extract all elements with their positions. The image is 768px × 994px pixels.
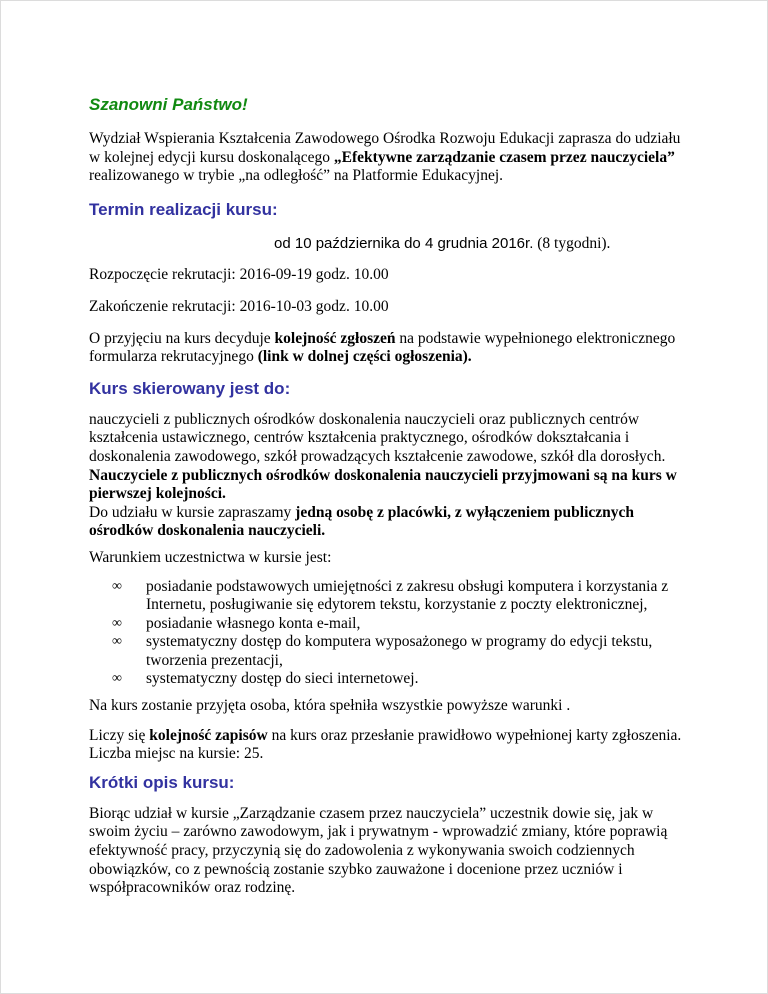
requirements-intro: Warunkiem uczestnictwa w kursie jest: <box>89 548 332 566</box>
course-date-range: od 10 października do 4 grudnia 2016r. <box>274 234 534 252</box>
list-item-text: systematyczny dostęp do sieci internetowej. <box>146 670 419 688</box>
section-heading-term: Termin realizacji kursu: <box>89 199 278 219</box>
admission-link-note: (link w dolnej części ogłoszenia). <box>257 348 472 366</box>
recruitment-end-line: Zakończenie rekrutacji: 2016-10-03 godz. 10.00 <box>89 297 389 315</box>
section-heading-description: Krótki opis kursu: <box>89 772 235 792</box>
list-item-text: systematyczny dostęp do komputera wyposażonego w programy do edycji tekstu, tworzenia prezentacji, <box>146 633 653 669</box>
list-item <box>89 670 683 689</box>
list-item <box>89 615 683 634</box>
list-item <box>89 633 683 670</box>
conditions-run-3: na kurs oraz przesłanie prawidłowo wypełnionej karty zgłoszenia. <box>267 726 682 744</box>
list-item <box>89 578 683 615</box>
course-date-line <box>274 235 683 254</box>
infinity-bullet-icon: ∞ <box>112 671 122 687</box>
greeting-heading: Szanowni Państwo! <box>89 95 248 114</box>
conditions-paragraph-1: Na kurs zostanie przyjęta osoba, która spełniła wszystkie powyższe warunki . <box>89 697 571 715</box>
section-heading-target: Kurs skierowany jest do: <box>89 378 291 398</box>
admission-run-3: na podstawie wypełnionego elektronicznego formularza rekrutacyjnego <box>89 329 676 366</box>
intro-course-title: „Efektywne zarządzanie czasem przez nauczyciela” <box>333 148 675 166</box>
list-item-text: posiadanie własnego konta e-mail, <box>146 614 361 632</box>
signup-order-emphasis: kolejność zapisów <box>149 726 268 744</box>
infinity-bullet-icon: ∞ <box>112 634 122 650</box>
recruitment-start-line: Rozpoczęcie rekrutacji: 2016-09-19 godz. 10.00 <box>89 266 389 284</box>
intro-paragraph <box>89 130 683 186</box>
admission-paragraph <box>89 330 683 367</box>
intro-run-1: Wydział Wspierania Kształcenia Zawodowego Ośrodka Rozwoju Edukacji zaprasza do udziału w kolejnej edycji kursu doskonalącego <box>89 130 681 166</box>
admission-run-1: O przyjęciu na kurs decyduje <box>89 329 275 347</box>
target-run-1: Do udziału w kursie zapraszamy <box>89 503 296 521</box>
target-paragraph-2: Nauczyciele z publicznych ośrodków doskonalenia nauczycieli przyjmowani są na kurs w pierwszej kolejności. <box>89 466 677 503</box>
list-item-text: posiadanie podstawowych umiejętności z zakresu obsługi komputera i korzystania z Internetu, posługiwanie się edytorem tekstu, korzystanie z poczty elektronicznej, <box>146 577 669 614</box>
intro-run-3: realizowanego w trybie „na odległość” na Platformie Edukacyjnej. <box>89 167 504 185</box>
conditions-run-1: Liczy się <box>89 726 150 744</box>
conditions-paragraph-2 <box>89 727 683 746</box>
course-date-duration: (8 tygodni). <box>533 234 611 252</box>
target-paragraph-1: nauczycieli z publicznych ośrodków doskonalenia nauczycieli oraz publicznych centrów kształcenia ustawicznego, centrów kształcenia praktycznego, ośrodków dokształcania i doskonalenia zawodowego, szkół prowadzących kształcenie zawodowe, szkół dla dorosłych. <box>89 410 666 465</box>
infinity-bullet-icon: ∞ <box>112 578 122 594</box>
description-paragraph: Biorąc udział w kursie „Zarządzanie czasem przez nauczyciela” uczestnik dowie się, jak w swoim życiu – zarówno zawodowym, jak i prywatnym - wprowadzić zmiany, które poprawią efektywność pracy, przyczynią się do zadowolenia z wykonywania swoich codziennych obowiązków, co z pewnością zostanie szybko zauważone i docenione przez uczniów i współpracowników oraz rodzinę. <box>89 804 668 897</box>
document-page <box>1 1 767 993</box>
target-paragraph-3 <box>89 504 683 541</box>
infinity-bullet-icon: ∞ <box>112 615 122 631</box>
seats-count-line: Liczba miejsc na kursie: 25. <box>89 745 264 763</box>
admission-order-emphasis: kolejność zgłoszeń <box>274 329 396 347</box>
target-one-person-emphasis: jedną osobę z placówki, z wyłączeniem publicznych ośrodków doskonalenia nauczycieli. <box>89 503 635 540</box>
requirements-list <box>89 578 683 690</box>
